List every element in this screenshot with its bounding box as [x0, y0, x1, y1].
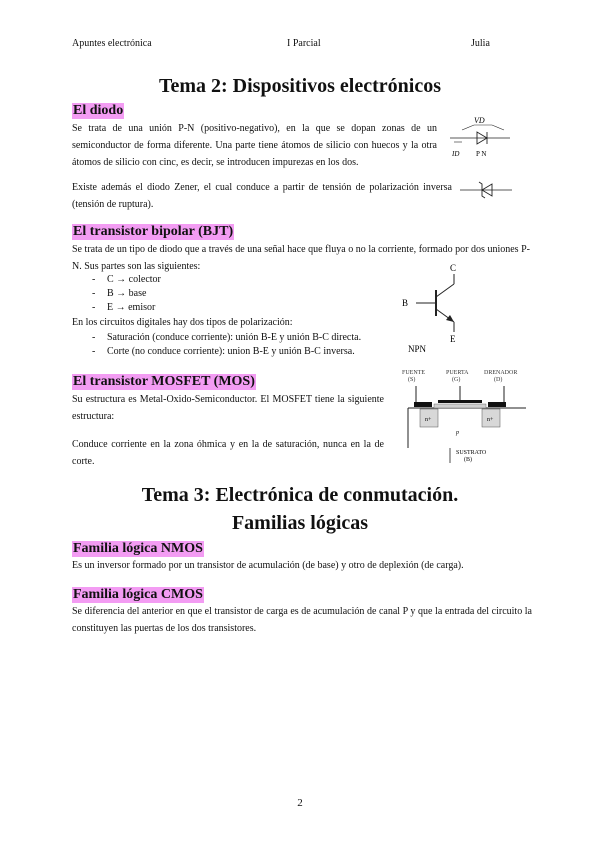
bjt-pol-corte: Corte (no conduce corriente): union B-E y unión B-C inversa.	[107, 346, 355, 357]
zener-figure	[458, 176, 514, 204]
header-center: I Parcial	[287, 38, 321, 49]
diodo-heading: El diodo	[73, 103, 124, 118]
mosfet-drenador-d: (D)	[494, 377, 503, 383]
bjt-part-bullet: -	[92, 274, 96, 285]
bjt-paragraph-2: En los circuitos digitales hay dos tipos de polarización:	[72, 317, 293, 328]
mosfet-fuente-s: (S)	[408, 377, 416, 383]
bjt-figure	[398, 260, 478, 356]
cmos-paragraph: Se diferencia del anterior en que el transistor de carga es de acumulación de canal P y que la entrada del circuito la constituyen las puertas de los dos transistores.	[72, 606, 532, 634]
cmos-heading: Familia lógica CMOS	[73, 587, 203, 602]
bjt-e-label: E	[450, 334, 456, 344]
mosfet-drenador-label: DRENADOR	[484, 370, 518, 376]
tema2-title: Tema 2: Dispositivos electrónicos	[158, 75, 441, 97]
bjt-pol-saturacion: Saturación (conduce corriente): unión B-E y unión B-C directa.	[107, 332, 362, 343]
mosfet-gate-metal	[438, 400, 482, 403]
bjt-c-label: C	[450, 263, 457, 273]
diode-figure	[444, 112, 524, 162]
bjt-part-e: E → emisor	[107, 302, 156, 313]
bjt-part-b: B → base	[107, 288, 147, 299]
bjt-pol-bullet: -	[92, 332, 96, 343]
bjt-emitter-arrow	[446, 315, 454, 322]
mosfet-p-label: p	[456, 430, 459, 436]
mosfet-source-contact	[414, 402, 432, 407]
mosfet-puerta-label: PUERTA	[446, 370, 469, 376]
mosfet-sustrato-label: SUSTRATO	[456, 450, 487, 456]
tema3-title-line1: Tema 3: Electrónica de conmutación.	[141, 484, 459, 506]
mosfet-puerta-g: (G)	[452, 377, 461, 383]
mosfet-paragraph-2: Conduce corriente en la zona óhmica y en la de saturación, nunca en la de corte.	[72, 439, 384, 467]
bjt-collector-leg	[436, 284, 454, 297]
diode-vd-label: VD	[474, 116, 485, 125]
diodo-paragraph-2: Existe además el diodo Zener, el cual conduce a partir de tensión de polarización inversa (tensión de ruptura).	[72, 182, 452, 210]
mosfet-figure	[400, 366, 530, 464]
diode-voltage-arc	[462, 125, 504, 130]
bjt-part-bullet: -	[92, 302, 96, 313]
mosfet-fuente-label: FUENTE	[402, 370, 425, 376]
bjt-heading: El transistor bipolar (BJT)	[73, 224, 234, 239]
tema3-title-line2: Familias lógicas	[231, 512, 369, 534]
bjt-part-bullet: -	[92, 288, 96, 299]
mosfet-n2-label: n+	[487, 417, 494, 423]
mosfet-drain-contact	[488, 402, 506, 407]
diode-pn-label: P N	[476, 150, 487, 158]
bjt-paragraph-1: Se trata de un tipo de diodo que a través de una señal hace que fluya o no la corriente, formado por dos uniones P-N. Sus partes son las siguientes:	[72, 244, 530, 272]
mosfet-paragraph-1: Su estructura es Metal-Oxido-Semiconductor. El MOSFET tiene la siguiente estructura:	[72, 394, 384, 422]
mosfet-sustrato-b: (B)	[464, 457, 472, 463]
mosfet-n1-label: n+	[425, 417, 432, 423]
bjt-pol-bullet: -	[92, 346, 96, 357]
nmos-paragraph: Es un inversor formado por un transistor de acumulación (de base) y otro de deplexión (de carga).	[72, 560, 464, 571]
header-right: Julia	[471, 38, 490, 49]
bjt-b-label: B	[402, 298, 409, 308]
diode-id-label: ID	[452, 150, 460, 158]
bjt-npn-label: NPN	[408, 344, 427, 354]
page-number: 2	[297, 797, 303, 809]
diodo-paragraph-1: Se trata de una unión P-N (positivo-negativo), en la que se dopan zonas de un semiconductor de forma diferente. Una parte tiene átomos de silicio con huecos y la otra átomos de silicio con cinc, es decir, se introducen impurezas en los dos.	[72, 123, 437, 168]
nmos-heading: Familia lógica NMOS	[73, 541, 203, 556]
mosfet-gate-oxide	[434, 404, 486, 408]
mosfet-heading: El transistor MOSFET (MOS)	[73, 374, 255, 389]
header-left: Apuntes electrónica	[72, 38, 152, 49]
bjt-part-c: C → colector	[107, 274, 161, 285]
